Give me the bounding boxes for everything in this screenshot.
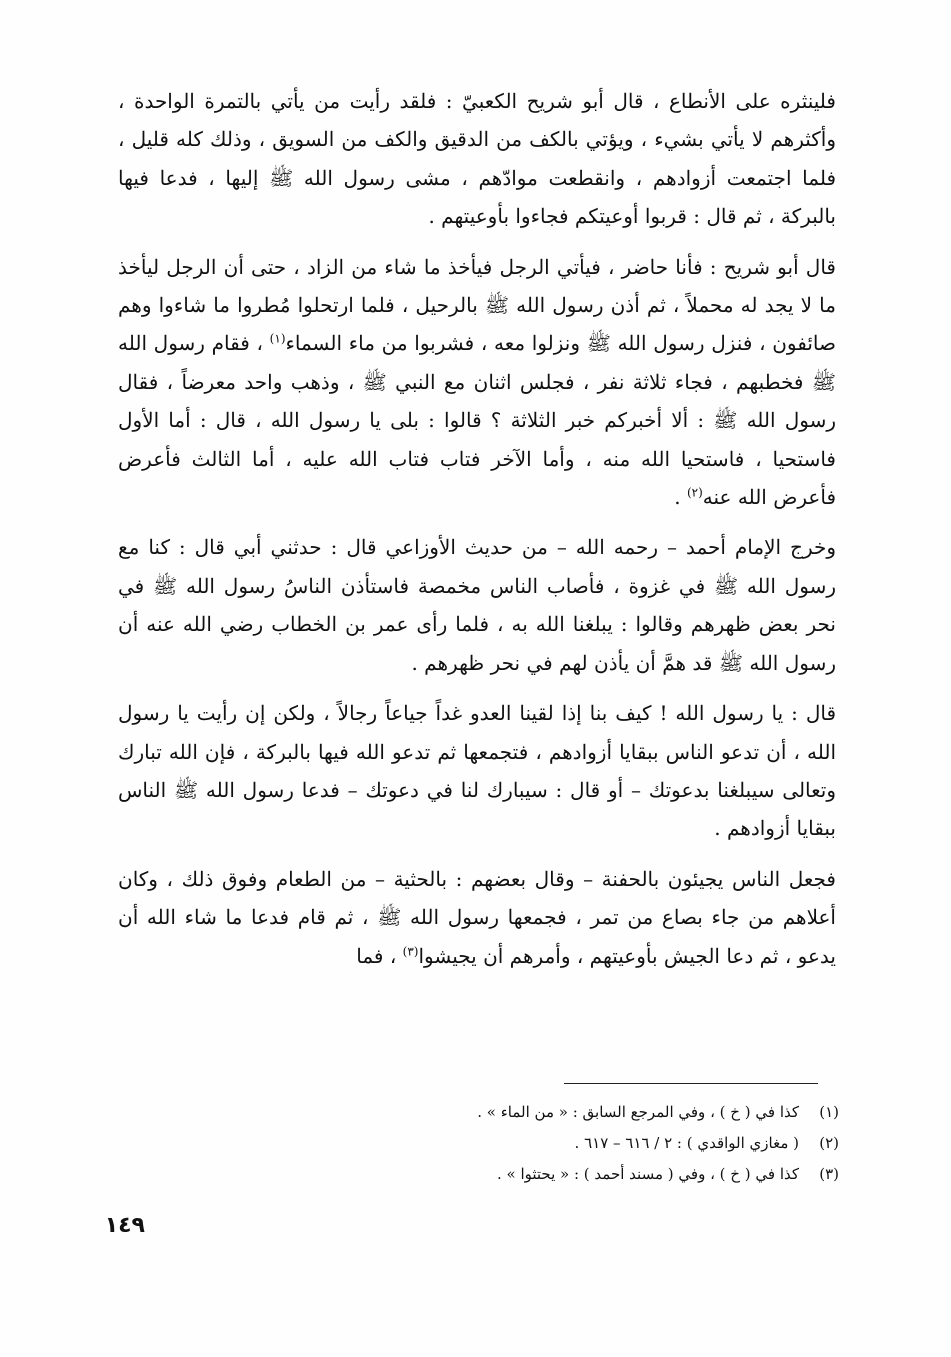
- paragraph-1: [118, 82, 836, 236]
- page-number: ١٤٩: [104, 1213, 145, 1238]
- footnote-number: (١): [819, 1103, 839, 1121]
- paragraph-2: [118, 248, 836, 517]
- footnote-text: كذا في ( خ ) ، وفي المرجع السابق : « من الماء » .: [477, 1103, 799, 1121]
- footnote-text: كذا في ( خ ) ، وفي ( مسند أحمد ) : « يحتثوا » .: [496, 1165, 799, 1183]
- footnote-marker-1[interactable]: (١): [269, 331, 286, 346]
- footnote-text: ( مغازي الواقدي ) : ٢ / ٦١٦ – ٦١٧ .: [574, 1134, 799, 1152]
- page-body: [118, 82, 836, 987]
- paragraph-end: .: [674, 485, 687, 510]
- footnote-2: [300, 1128, 839, 1159]
- paragraph-text: وخرج الإمام أحمد – رحمه الله – من حديث الأوزاعي قال : حدثني أبي قال : كنا مع رسول الله ﷺ في غزوة ، فأصاب الناس مخمصة فاستأذن الناسُ رسول الله ﷺ في نحر بعض ظهرهم وقالوا : يبلغنا الله به ، فلما رأى عمر بن الخطاب رضي الله عنه أن رسول الله ﷺ قد همَّ أن يأذن لهم في نحر ظهرهم .: [118, 535, 836, 675]
- paragraph-text: ، فقام رسول الله ﷺ فخطبهم ، فجاء ثلاثة نفر ، فجلس اثنان مع النبي ﷺ ، وذهب واحد معرضاً ، فقال رسول الله ﷺ : ألا أخبركم خبر الثلاثة ؟ قالوا : بلى يا رسول الله ، قال : أما الأول فاستحيا ، فاستحيا الله منه ، وأما الآخر فتاب فتاب الله عليه ، أما الثالث فأعرض فأعرض الله عنه: [118, 331, 837, 510]
- paragraph-5: [118, 860, 836, 975]
- paragraph-4: [118, 694, 836, 848]
- paragraph-text: ، فما: [356, 943, 397, 968]
- footnote-number: (٢): [819, 1134, 839, 1152]
- footnote-number: (٣): [819, 1165, 839, 1183]
- paragraph-3: [118, 528, 836, 682]
- footnotes: [300, 1097, 839, 1190]
- paragraph-text: قال : يا رسول الله ! كيف بنا إذا لقينا العدو غداً جياعاً رجالاً ، ولكن إن رأيت يا رسول الله ، أن تدعو الناس ببقايا أزوادهم ، فتجمعها ثم تدعو الله فيها بالبركة ، فإن الله تبارك وتعالى سيبلغنا بدعوتك – أو قال : سيبارك لنا في دعوتك – فدعا رسول الله ﷺ الناس ببقايا أزوادهم .: [118, 701, 836, 841]
- footnote-marker-2[interactable]: (٢): [686, 485, 703, 500]
- paragraph-text: فجعل الناس يجيئون بالحفنة – وقال بعضهم : بالحثية – من الطعام وفوق ذلك ، وكان أعلاهم من جاء بصاع من تمر ، فجمعها رسول الله ﷺ ، ثم قام فدعا ما شاء الله أن يدعو ، ثم دعا الجيش بأوعيتهم ، وأمرهم أن يجيشوا: [118, 866, 836, 968]
- paragraph-text: فلينثره على الأنطاع ، قال أبو شريح الكعبيّ : فلقد رأيت من يأتي بالتمرة الواحدة ، وأكثرهم لا يأتي بشيء ، ويؤتي بالكف من الدقيق والكف من السويق ، وذلك كله قليل ، فلما اجتمعت أزوادهم ، وانقطعت موادّهم ، مشى رسول الله ﷺ إليها ، فدعا فيها بالبركة ، ثم قال : قربوا أوعيتكم فجاءوا بأوعيتهم .: [118, 89, 836, 229]
- footnote-1: [300, 1097, 839, 1128]
- footnote-separator: [564, 1083, 818, 1084]
- footnote-marker-3[interactable]: (٣): [402, 943, 419, 958]
- paragraph-text: قال أبو شريح : فأنا حاضر ، فيأتي الرجل فيأخذ ما شاء من الزاد ، حتى أن الرجل ليأخذ ما لا يجد له محملاً ، ثم أذن رسول الله ﷺ بالرحيل ، فلما ارتحلوا مُطروا ما شاءوا وهم صائفون ، فنزل رسول الله ﷺ ونزلوا معه ، فشربوا من ماء السماء: [118, 254, 837, 356]
- footnote-3: [300, 1159, 839, 1190]
